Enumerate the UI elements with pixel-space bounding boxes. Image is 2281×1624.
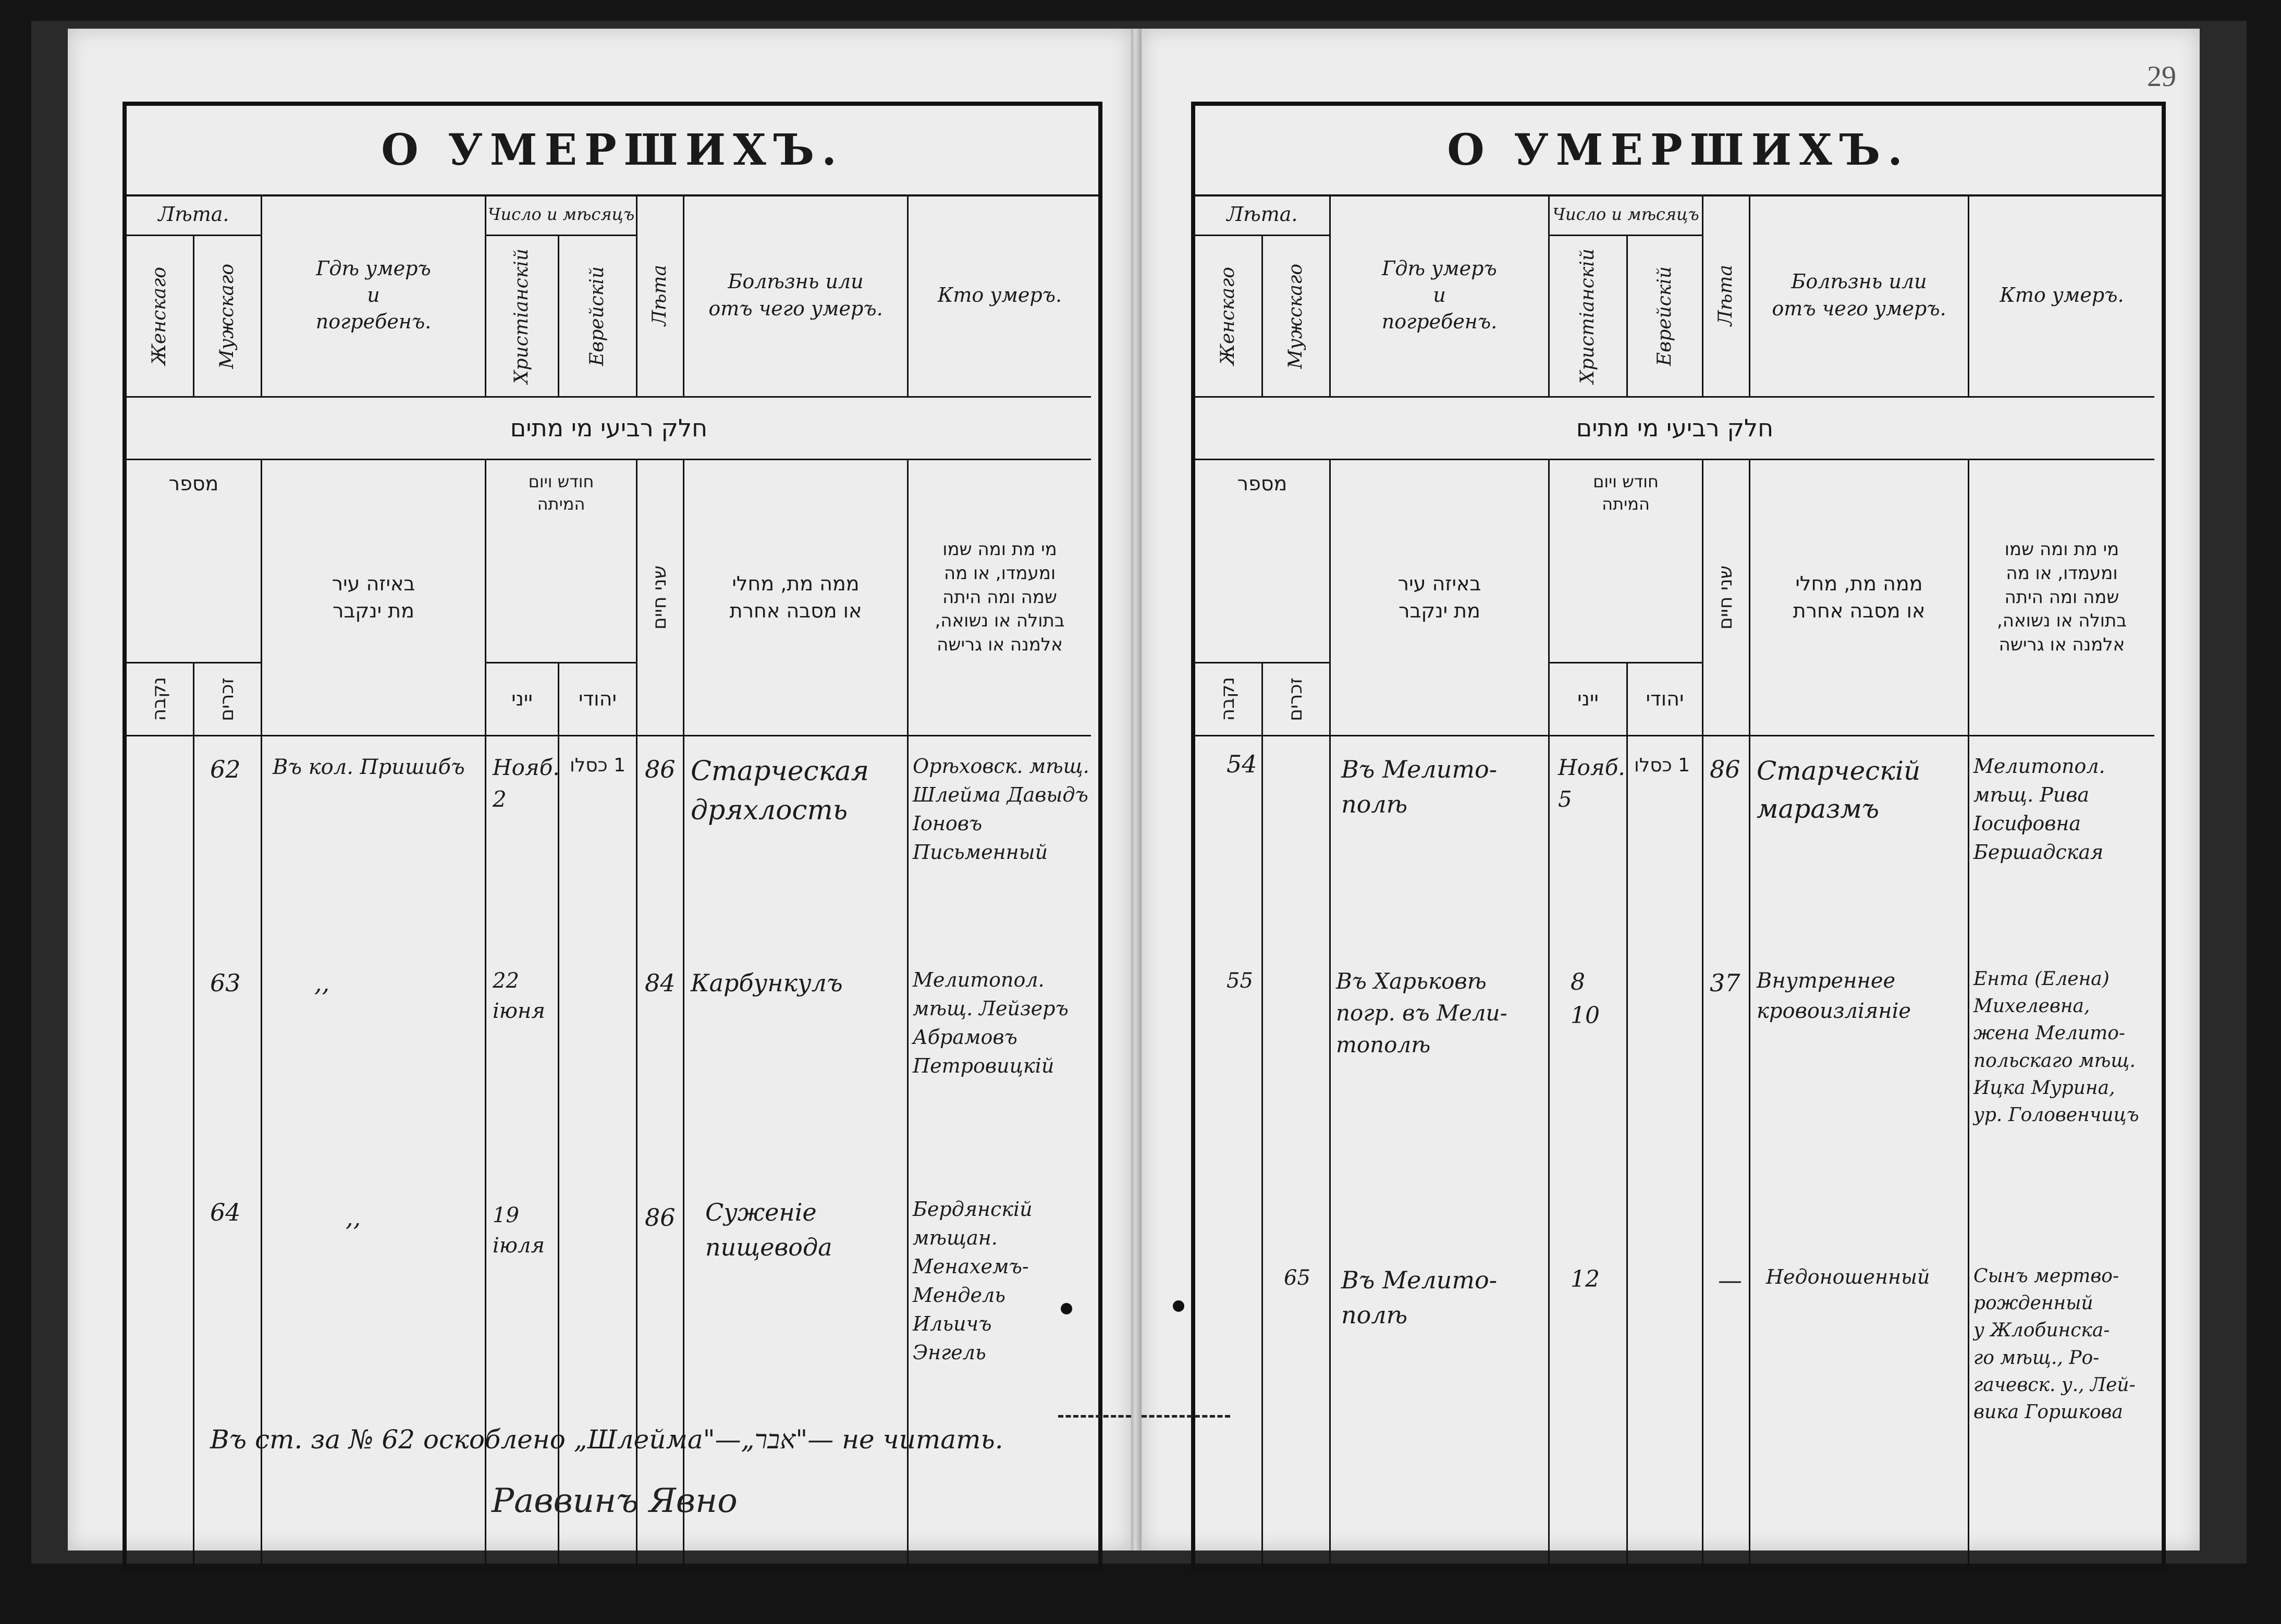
right-body-grid	[1195, 736, 2162, 1567]
who-header: Кто умеръ.	[909, 194, 1091, 398]
entry-age: 86	[645, 1203, 676, 1232]
age-header: Лѣта	[637, 194, 684, 398]
col-female	[1195, 736, 1263, 1567]
hebrew-date-group: חודש ויום המיתה	[1550, 460, 1703, 663]
entry-disease: Карбункулъ	[691, 969, 843, 997]
right-ledger	[1191, 102, 2166, 1571]
entry-who: Мелитопол. мѣщ. Рива Іосифовна Бершадская	[1973, 755, 2105, 864]
female-header: Женскаго	[127, 236, 194, 398]
hebrew-who-header: מי מת ומה שמו ומעמדו, או מה שמה ומה היתה בתולה או נשואה, אלמנה או גרישה	[909, 460, 1091, 736]
entry-who: Мелитопол. мѣщ. Лейзеръ Абрамовъ Петровицкій	[913, 968, 1069, 1078]
hebrew-number-group: מספר	[1195, 460, 1331, 663]
col-male	[1263, 736, 1331, 1567]
entry-age: 86	[1710, 755, 1740, 783]
hebrew-male-header: זכרים	[1263, 663, 1331, 736]
hebrew-who-header: מי מת ומה שמו ומעמדו, או מה שמה ומה היתה בתולה או נשואה, אלמנה או גרישה	[1969, 460, 2154, 736]
footnote: Въ ст. за № 62 оскоблено „Шлейма"—„אבר"— не читать.	[210, 1424, 1003, 1455]
entry-place: Въ кол. Пришибъ	[273, 755, 465, 779]
binding-thread	[1058, 1415, 1131, 1420]
entry-disease: Суженіе пищевода	[705, 1198, 832, 1261]
left-ledger	[122, 102, 1102, 1571]
entry-disease: Старческая дряхлость	[691, 756, 869, 827]
entry-place: ,,	[346, 1203, 361, 1232]
entry-jewish-date: 1 כסלו	[570, 755, 626, 776]
binding-hole	[1061, 1303, 1072, 1314]
who-header: Кто умеръ.	[1969, 194, 2154, 398]
date-group-header: Число и мѣсяцъ	[1550, 194, 1703, 236]
jewish-date-header: Еврейскій	[559, 236, 637, 398]
entry-age: 86	[645, 755, 676, 783]
disease-header: Болѣзнь или отъ чего умеръ.	[684, 194, 909, 398]
hebrew-christian-header: ייני	[486, 663, 559, 736]
page-number: 29	[2147, 60, 2176, 93]
female-header: Женскаго	[1195, 236, 1263, 398]
entry-disease: Старческій маразмъ	[1757, 756, 1921, 824]
entry-age: 37	[1710, 969, 1740, 997]
hebrew-date-group: חודש ויום המיתה	[486, 460, 637, 663]
christian-date-header: Христіанскій	[1550, 236, 1628, 398]
years-group-header: Лѣта.	[1195, 194, 1331, 236]
page-title: О УМЕРШИХЪ.	[127, 106, 1098, 196]
col-who	[1969, 736, 2154, 1567]
col-place	[1331, 736, 1550, 1567]
hebrew-female-header: נקבה	[127, 663, 194, 736]
entry-age: —	[1718, 1266, 1742, 1294]
col-christian-date	[1550, 736, 1628, 1567]
entry-place: Въ Мелито- полѣ	[1341, 1266, 1498, 1329]
entry-who: Ента (Елена) Михелевна, жена Мелито- польскаго мѣщ. Ицка Мурина, ур. Головенчицъ	[1973, 968, 2139, 1126]
entry-who: Бердянскій мѣщан. Менахемъ- Мендель Ильичъ Энгель	[913, 1198, 1033, 1364]
age-header: Лѣта	[1703, 194, 1750, 398]
col-jewish-date	[1628, 736, 1703, 1567]
hebrew-place-header: באיזה עיר מת ינקבר	[262, 460, 486, 736]
hebrew-age-header: שני חיים	[637, 460, 684, 736]
christian-date-header: Христіанскій	[486, 236, 559, 398]
entry-christian-date: Нояб. 2	[493, 755, 560, 812]
male-header: Мужскаго	[194, 236, 262, 398]
male-header: Мужскаго	[1263, 236, 1331, 398]
place-header: Гдѣ умеръ и погребенъ.	[262, 194, 486, 398]
col-disease	[1750, 736, 1969, 1567]
rabbi-signature: Раввинъ Явно	[492, 1482, 738, 1520]
col-female	[127, 736, 194, 1567]
hebrew-section-band: חלק רביעי מי מתים	[1195, 398, 2154, 460]
entry-male-no: 65	[1284, 1266, 1310, 1290]
entry-jewish-date: 1 כסלו	[1634, 755, 1690, 776]
hebrew-jewish-header: יהודי	[559, 663, 637, 736]
entry-disease: Недоношенный	[1766, 1265, 1930, 1288]
entry-who: Сынъ мертво- рожденный у Жлобинска- го мѣщ., Ро- гачевск. у., Лей- вика Горшкова	[1973, 1265, 2136, 1423]
hebrew-female-header: נקבה	[1195, 663, 1263, 736]
entry-male-no: 63	[210, 969, 241, 997]
hebrew-section-band: חלק רביעי מי מתים	[127, 398, 1091, 460]
entry-place: Въ Харьковѣ погр. въ Мели- тополѣ	[1336, 968, 1507, 1057]
entry-male-no: 62	[210, 755, 241, 783]
entry-age: 84	[645, 969, 676, 997]
hebrew-disease-header: ממה מת, מחלי או מסבה אחרת	[684, 460, 909, 736]
disease-header: Болѣзнь или отъ чего умеръ.	[1750, 194, 1969, 398]
right-header-grid	[1195, 194, 2162, 736]
hebrew-place-header: באיזה עיר מת ינקבר	[1331, 460, 1550, 736]
entry-christian-date: 8 10	[1571, 969, 1600, 1029]
entry-disease: Внутреннее кровоизліяніе	[1757, 969, 1911, 1023]
hebrew-number-group: מספר	[127, 460, 262, 663]
col-age	[1703, 736, 1750, 1567]
entry-who: Орѣховск. мѣщ. Шлейма Давыдъ Іоновъ Письменный	[913, 755, 1089, 864]
entry-place: ,,	[314, 969, 330, 997]
hebrew-male-header: זכרים	[194, 663, 262, 736]
entry-christian-date: Нояб. 5	[1558, 755, 1625, 812]
entry-christian-date: 12	[1571, 1266, 1600, 1293]
entry-female-no: 55	[1227, 969, 1253, 993]
entry-male-no: 64	[210, 1198, 241, 1226]
jewish-date-header: Еврейскій	[1628, 236, 1703, 398]
entry-christian-date: 19 іюля	[493, 1203, 545, 1258]
binding-thread	[1142, 1415, 1230, 1420]
left-page	[68, 29, 1131, 1551]
right-page	[1142, 29, 2200, 1551]
date-group-header: Число и мѣсяцъ	[486, 194, 637, 236]
left-header-grid	[127, 194, 1098, 736]
hebrew-disease-header: ממה מת, מחלי או מסבה אחרת	[1750, 460, 1969, 736]
hebrew-jewish-header: יהודי	[1628, 663, 1703, 736]
entry-christian-date: 22 іюня	[493, 969, 545, 1023]
entry-female-no: 54	[1227, 750, 1257, 778]
hebrew-age-header: שני חיים	[1703, 460, 1750, 736]
years-group-header: Лѣта.	[127, 194, 262, 236]
page-title: О УМЕРШИХЪ.	[1195, 106, 2162, 196]
binding-hole	[1173, 1300, 1184, 1312]
hebrew-christian-header: ייני	[1550, 663, 1628, 736]
entry-place: Въ Мелито- полѣ	[1341, 755, 1498, 818]
place-header: Гдѣ умеръ и погребенъ.	[1331, 194, 1550, 398]
